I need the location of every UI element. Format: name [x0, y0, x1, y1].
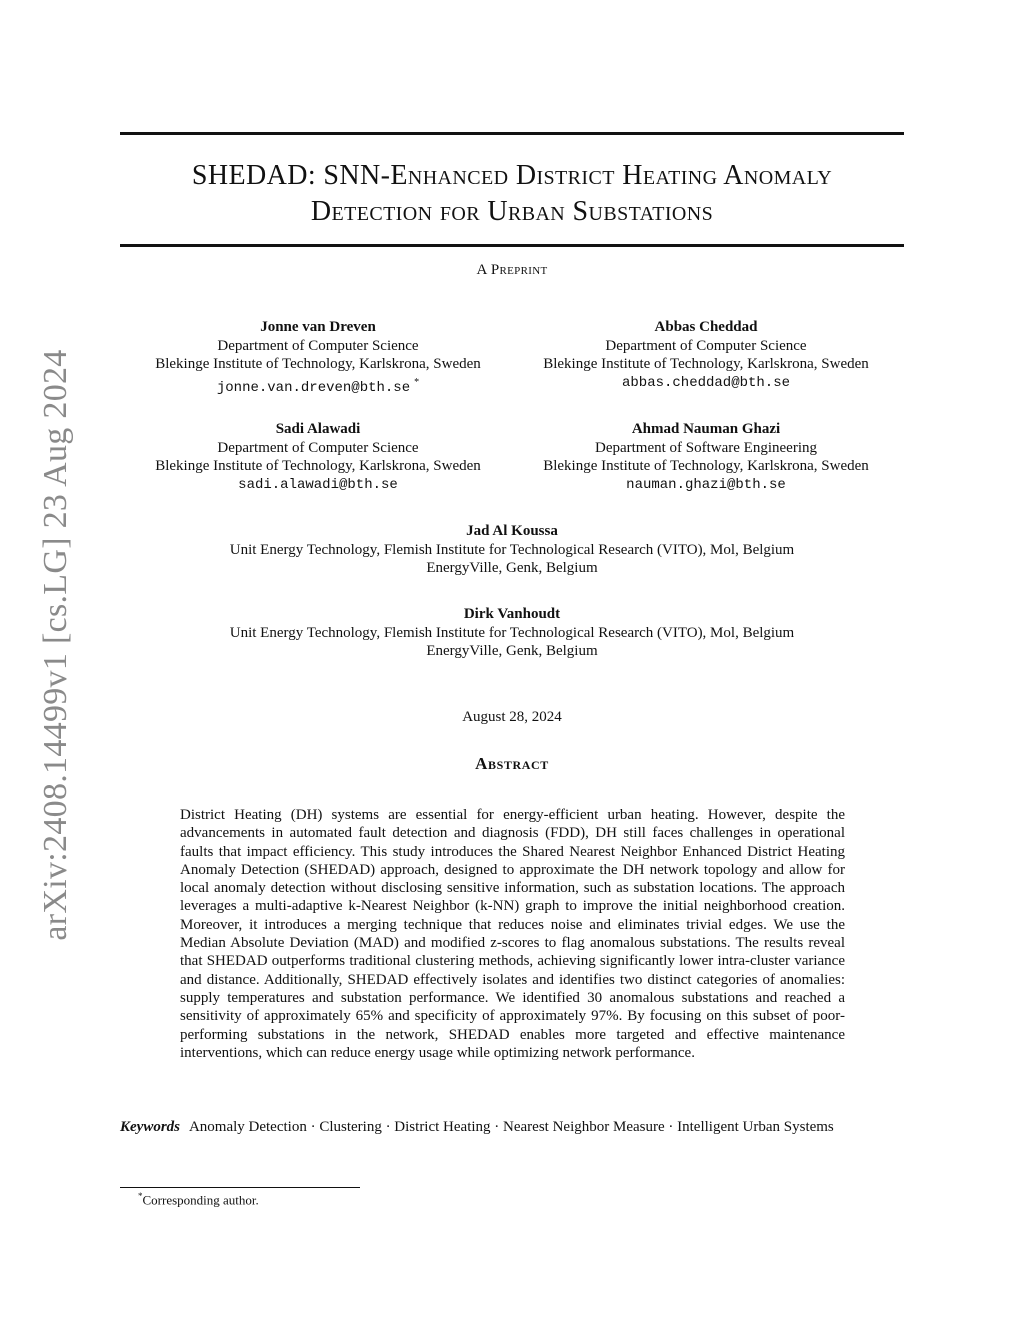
footnote-rule: [120, 1187, 360, 1188]
author-block: [112, 522, 912, 578]
author-name: Abbas Cheddad: [654, 319, 758, 335]
author-affiliation: Unit Energy Technology, Flemish Institute for Technological Research (VITO), Mol, Belgium: [229, 624, 795, 641]
author-email: nauman.ghazi@bth.se: [626, 476, 786, 493]
author-name: Jad Al Koussa: [466, 523, 558, 539]
keywords-line: [120, 1119, 920, 1136]
title-bottom-rule: [120, 244, 904, 247]
author-location: EnergyVille, Genk, Belgium: [426, 560, 598, 576]
author-block: [118, 318, 518, 397]
author-name: Sadi Alawadi: [275, 421, 361, 437]
arxiv-identifier-stamp: arXiv:2408.14499v1 [cs.LG] 23 Aug 2024: [37, 349, 74, 941]
author-department: Department of Computer Science: [605, 337, 807, 354]
author-department: Department of Software Engineering: [594, 439, 817, 456]
author-name: Jonne van Dreven: [260, 319, 376, 335]
footnote-text: Corresponding author.: [142, 1192, 259, 1208]
author-email: sadi.alawadi@bth.se: [238, 476, 398, 493]
author-department: Department of Computer Science: [217, 337, 419, 354]
keywords-list: Anomaly Detection · Clustering · District Heating · Nearest Neighbor Measure · Intelligent Urban Systems: [188, 1119, 834, 1135]
author-email: abbas.cheddad@bth.se: [621, 374, 791, 391]
abstract-heading: Abstract: [475, 754, 549, 773]
author-department: Department of Computer Science: [217, 439, 419, 456]
author-email: jonne.van.dreven@bth.se: [216, 379, 411, 396]
author-block: [112, 605, 912, 661]
paper-title: [120, 158, 904, 230]
author-affiliation: Unit Energy Technology, Flemish Institute for Technological Research (VITO), Mol, Belgium: [229, 541, 795, 558]
publication-date: August 28, 2024: [462, 709, 562, 725]
author-institution: Blekinge Institute of Technology, Karlskrona, Sweden: [543, 356, 869, 372]
preprint-label: A Preprint: [476, 262, 548, 278]
abstract-body: District Heating (DH) systems are essential for energy-efficient urban heating. However, despite the advancements in automated fault detection and diagnosis (FDD), DH still faces challenges in operational faults that impact efficiency. This study introduces the Shared Nearest Neighbor Enhanced District Heating Anomaly Detection (SHEDAD) approach, designed to approximate the DH network topology and allow for local anomaly detection without disclosing sensitive information, such as substation locations. The approach leverages a multi-adaptive k-Nearest Neighbor (k-NN) graph to improve the initial neighborhood creation. Moreover, it introduces a merging technique that reduces noise and eliminates trivial edges. We use the Median Absolute Deviation (MAD) and modified z-scores to flag anomalous substations. The results reveal that SHEDAD outperforms traditional clustering methods, achieving significantly lower intra-cluster variance and distance. Additionally, SHEDAD effectively isolates and identifies two distinct categories of anomalies: supply temperatures and substation performance. We identified 30 anomalous substations and reached a sensitivity of approximately 65% and specificity of approximately 97%. By focusing on this subset of poor-performing substations in the network, SHEDAD enables more targeted and effective maintenance interventions, which can reduce energy usage while optimizing network performance.: [180, 807, 845, 1061]
footnote: [138, 1191, 259, 1208]
author-name: Dirk Vanhoudt: [463, 606, 561, 622]
author-name: Ahmad Nauman Ghazi: [631, 421, 781, 437]
author-block: [506, 420, 906, 494]
author-institution: Blekinge Institute of Technology, Karlskrona, Sweden: [543, 458, 869, 474]
paper-title-line-2: Detection for Urban Substations: [310, 196, 714, 227]
keywords-label: Keywords: [120, 1119, 180, 1135]
author-block: [506, 318, 906, 392]
author-institution: Blekinge Institute of Technology, Karlskrona, Sweden: [155, 356, 481, 372]
author-location: EnergyVille, Genk, Belgium: [426, 643, 598, 659]
author-block: [118, 420, 518, 494]
paper-title-line-1: SHEDAD: SNN-Enhanced District Heating Anomaly: [191, 160, 833, 191]
footnote-mark: *: [138, 1191, 143, 1201]
corresponding-author-mark: *: [414, 376, 420, 388]
author-institution: Blekinge Institute of Technology, Karlskrona, Sweden: [155, 458, 481, 474]
title-top-rule: [120, 132, 904, 135]
